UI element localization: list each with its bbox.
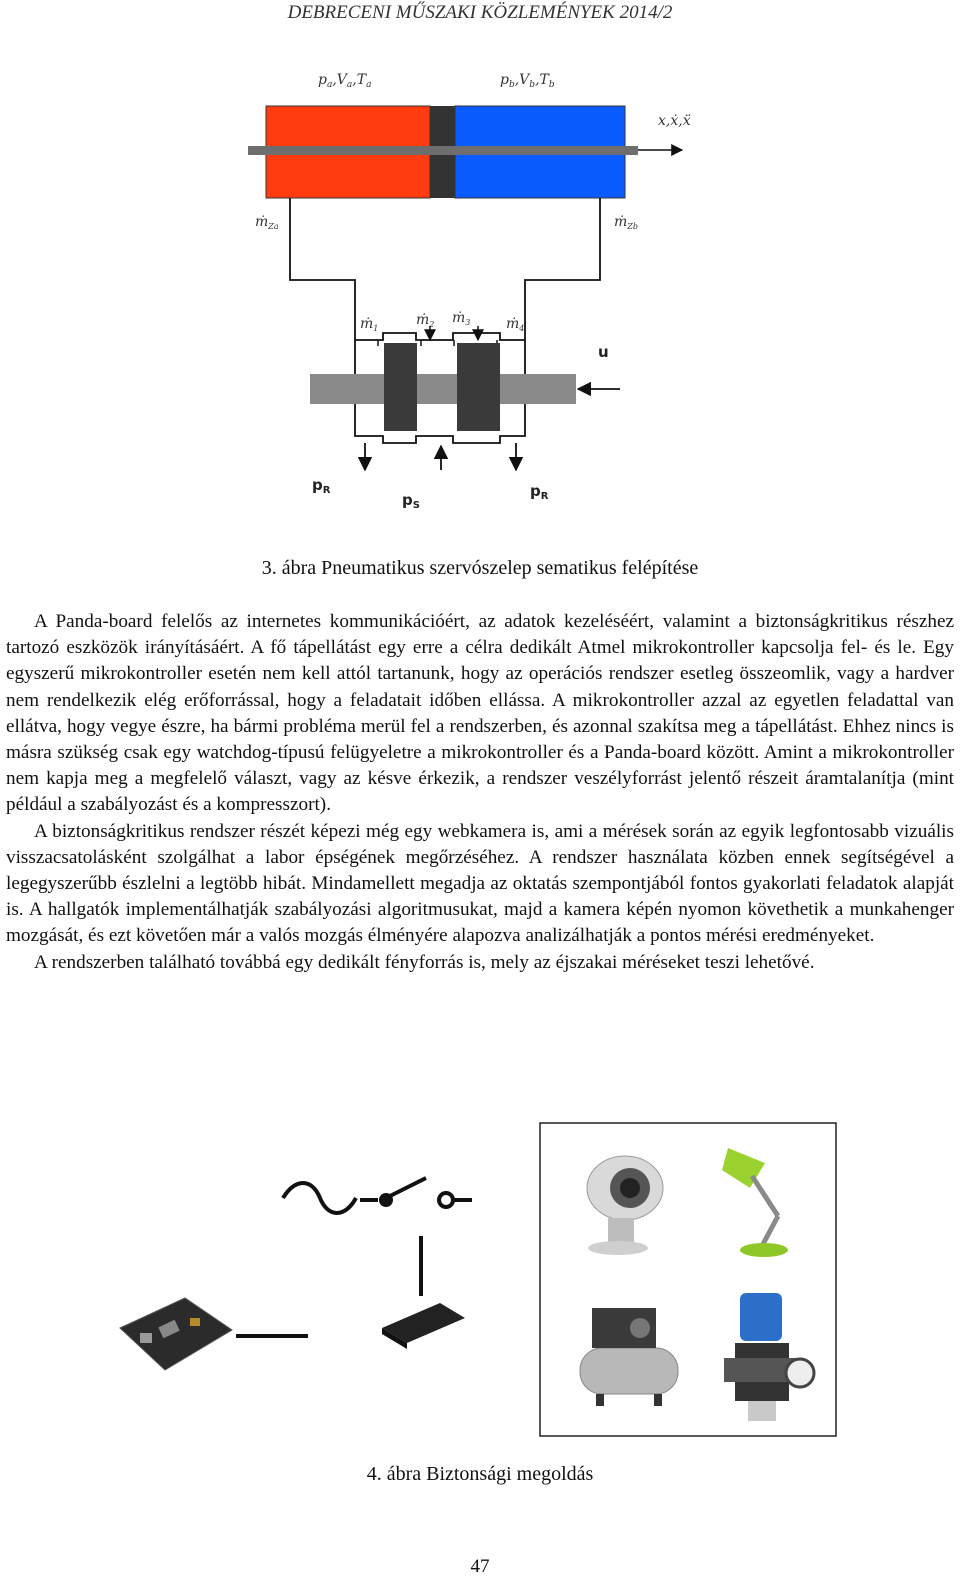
pr-left-label: $p_R$ — [312, 476, 331, 496]
spool-land-2 — [457, 343, 500, 431]
m1-label: ṁ$_1$ — [360, 316, 379, 333]
ps-label: $p_S$ — [402, 491, 420, 511]
m3-label: ṁ$_3$ — [452, 310, 471, 327]
regulator-icon — [724, 1293, 814, 1421]
body-text — [6, 609, 954, 976]
paragraph-3: A rendszerben található továbbá egy dedikált fényforrás is, mely az éjszakai méréseket teszi lehetővé. — [34, 951, 815, 973]
right-state-label: $p_b,V_b,T_b$ — [500, 72, 555, 90]
microcontroller-icon — [382, 1303, 465, 1349]
safety-solution-figure — [0, 1118, 960, 1448]
panda-board-icon — [120, 1298, 232, 1370]
journal-header: DEBRECENI MŰSZAKI KÖZLEMÉNYEK 2014/2 — [287, 2, 673, 23]
paragraph-2: A biztonságkritikus rendszer részét képezi még egy webkamera is, ami a mérések során az egyik legfontosabb vizuális visszacsatolásként szolgálhat a labor épségének megőrzéséhez. A rendszer használata közben ennek segítségével a legegyszerűbb észlelni a legtöbb hibát. Mindamellett megadja az oktatás szempontjából fontos gyakorlati feladatok alapját is. A hallgatók implementálhatják szabályozási algoritmusukat, majd a kamera képén nyomon követhetik a munkahenger mozgását, és ezt követően már a valós mozgás élményére alapozva analizálhatják a pontos mérési eredményeket. — [6, 820, 954, 947]
mzb-label: ṁ$_{Zb}$ — [614, 214, 638, 231]
m2-label: ṁ$_2$ — [416, 312, 435, 329]
position-label: x,ẋ,ẍ — [658, 113, 691, 129]
piston-rod — [248, 146, 638, 155]
lamp-icon — [722, 1148, 788, 1257]
compressor-icon — [580, 1308, 678, 1406]
device-frame — [540, 1123, 836, 1436]
page-number: 47 — [470, 1556, 490, 1577]
left-state-label: $p_a,V_a,T_a$ — [318, 72, 372, 90]
spool-land-1 — [384, 343, 417, 431]
figure4-caption: 4. ábra Biztonsági megoldás — [366, 1463, 594, 1485]
webcam-icon — [587, 1156, 663, 1255]
pr-right-label: $p_R$ — [530, 482, 549, 502]
paragraph-1: A Panda-board felelős az internetes kommunikációért, az adatok kezeléséért, valamint a biztonságkritikus részhez tartozó eszközök irányításáért. A fő tápellátást egy erre a célra dedikált Atmel mikrokontroller kapcsolja fel- és le. Egy egyszerű mikrokontroller esetén nem kell attól tartanunk, hogy az operációs rendszer esetleg összeomlik, vagy a hardver nem rendelkezik elég erőforrással, hogy a feladatait időben ellássa. A mikrokontroller azzal az egyetlen feladattal van ellátva, hogy vegye észre, ha bármi probléma merül fel a rendszerben, és azonnal szakítsa meg a tápellátást. Ehhez nincs is másra szükség csak egy watchdog-típusú felügyeletre a mikrokontroller és a Panda-board között. Amint a mikrokontroller nem kapja meg a megfelelő választ, vagy az késve érkezik, a rendszer veszélyforrást jelentő részeit áramtalanítja (mint például a szabályozást és a kompresszort). — [6, 611, 954, 816]
switch-icon — [360, 1178, 472, 1207]
mza-label: ṁ$_{Za}$ — [255, 214, 279, 231]
m4-label: ṁ$_4$ — [506, 316, 525, 333]
u-label: u — [598, 343, 609, 361]
spool-rod — [310, 374, 576, 404]
figure3-caption: 3. ábra Pneumatikus szervószelep sematikus felépítése — [261, 557, 699, 579]
ac-power-icon — [283, 1183, 356, 1213]
servo-valve-diagram — [0, 40, 960, 570]
